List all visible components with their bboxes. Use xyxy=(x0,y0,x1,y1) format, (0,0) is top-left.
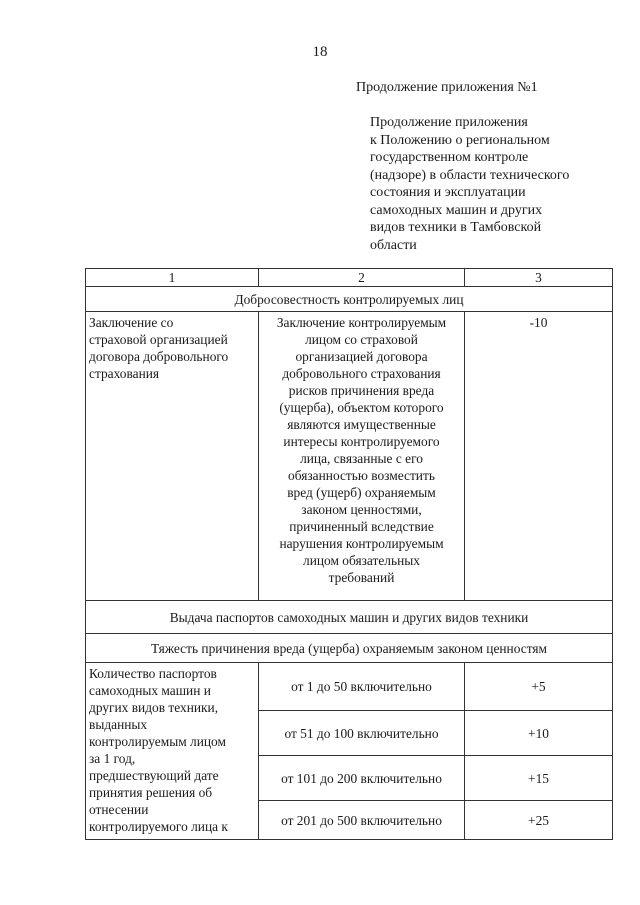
section-title: Выдача паспортов самоходных машин и других видов техники xyxy=(86,601,613,634)
section-title: Тяжесть причинения вреда (ущерба) охраняемым законом ценностям xyxy=(86,634,613,663)
appendix-line: к Положению о региональном xyxy=(370,132,550,148)
cell-line: законом ценностями, xyxy=(301,502,422,517)
range-cell: от 101 до 200 включительно xyxy=(259,756,465,801)
column-header: 3 xyxy=(465,269,613,287)
section-row xyxy=(86,601,613,634)
appendix-line: области xyxy=(370,237,417,253)
column-header: 2 xyxy=(259,269,465,287)
cell-line: (ущерба), объектом которого xyxy=(279,400,444,415)
score-cell: +15 xyxy=(465,756,613,801)
cell-line: за 1 год, xyxy=(89,751,136,766)
cell-line: лица, связанные с его xyxy=(300,451,423,466)
cell-line: требований xyxy=(328,570,395,585)
cell-line: контролируемого лица к xyxy=(89,819,228,834)
appendix-line: (надзоре) в области технического xyxy=(370,167,570,183)
table-row xyxy=(86,663,613,711)
score-cell: +25 xyxy=(465,801,613,840)
cell-line: интересы контролируемого xyxy=(283,434,440,449)
cell-line: рисков причинения вреда xyxy=(288,383,435,398)
cell-line: лицом со страховой xyxy=(305,332,418,347)
cell-line: обязанностью возместить xyxy=(288,468,435,483)
page-number: 18 xyxy=(312,44,328,60)
cell-line: вред (ущерб) охраняемым xyxy=(287,485,436,500)
range-cell: от 1 до 50 включительно xyxy=(259,663,465,711)
cell-line: страховой организацией xyxy=(89,332,228,347)
range-cell: от 201 до 500 включительно xyxy=(259,801,465,840)
cell-line: других видов техники, xyxy=(89,700,219,715)
table-header-row xyxy=(86,269,613,287)
cell-line: принятия решения об xyxy=(89,785,213,800)
section-row xyxy=(86,634,613,663)
cell-line: контролируемым лицом xyxy=(89,734,226,749)
cell-line: выданных xyxy=(89,717,148,732)
cell-line: добровольного страхования xyxy=(282,366,441,381)
column-header: 1 xyxy=(86,269,259,287)
score-cell: +10 xyxy=(465,711,613,756)
cell-line: лицом обязательных xyxy=(303,553,420,568)
criteria-table xyxy=(85,268,613,840)
section-row xyxy=(86,287,613,312)
criterion-cell xyxy=(86,312,259,601)
section-title: Добросовестность контролируемых лиц xyxy=(86,287,613,312)
continuation-label: Продолжение приложения №1 xyxy=(356,80,538,95)
appendix-line: самоходных машин и других xyxy=(370,202,543,218)
score-cell: -10 xyxy=(465,312,613,601)
cell-line: договора добровольного xyxy=(89,349,229,364)
cell-line: являются имущественные xyxy=(287,417,436,432)
cell-line: Заключение со xyxy=(89,315,174,330)
cell-line: Количество паспортов xyxy=(89,666,217,681)
cell-line: самоходных машин и xyxy=(89,683,211,698)
appendix-line: государственном контроле xyxy=(370,150,529,165)
cell-line: Заключение контролируемым xyxy=(276,315,447,330)
cell-line: нарушения контролируемым xyxy=(279,536,444,551)
appendix-line: видов техники в Тамбовской xyxy=(370,220,542,235)
criterion-cell xyxy=(86,663,259,840)
appendix-reference xyxy=(370,114,569,254)
description-cell xyxy=(259,312,465,601)
cell-line: причиненный вследствие xyxy=(289,519,434,534)
cell-line: страхования xyxy=(89,366,160,381)
cell-line: организацией договора xyxy=(295,349,428,364)
cell-line: отнесении xyxy=(89,802,149,817)
score-cell: +5 xyxy=(465,663,613,711)
table-row xyxy=(86,312,613,601)
appendix-line: состояния и эксплуатации xyxy=(370,185,526,200)
appendix-line: Продолжение приложения xyxy=(370,115,528,130)
range-cell: от 51 до 100 включительно xyxy=(259,711,465,756)
cell-line: предшествующий дате xyxy=(89,768,219,783)
